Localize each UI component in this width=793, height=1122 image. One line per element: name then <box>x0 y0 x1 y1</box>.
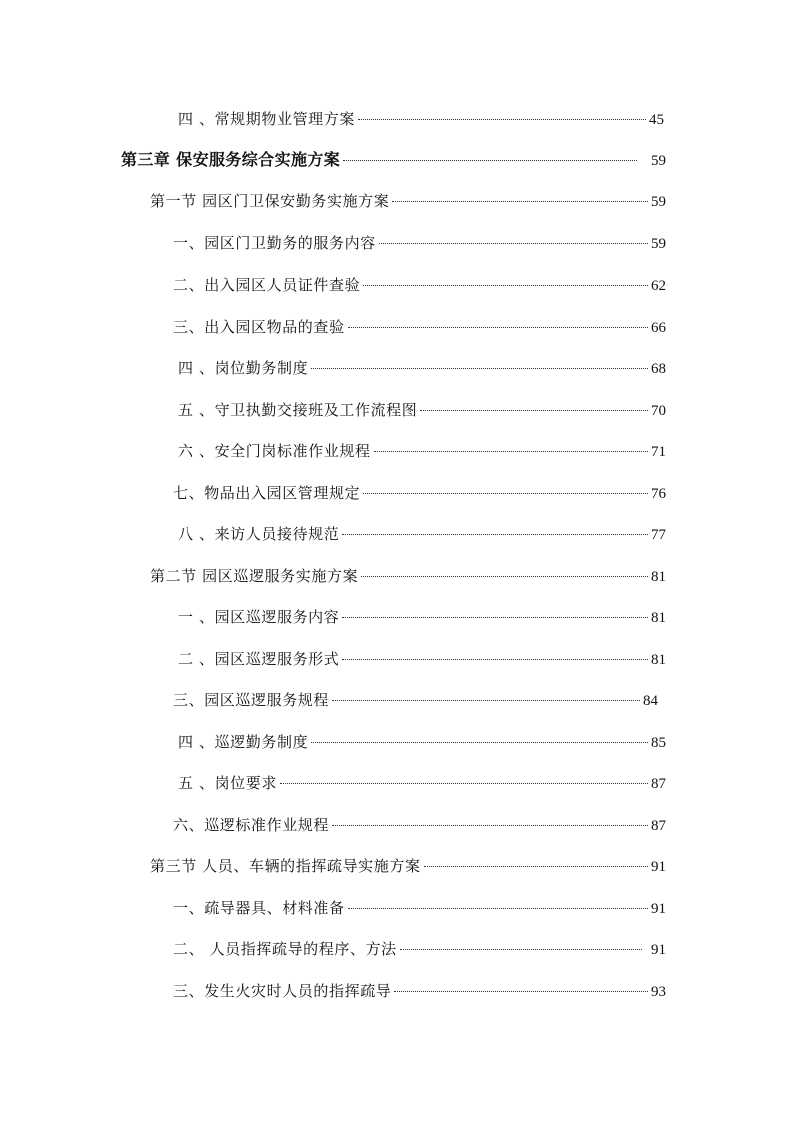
toc-entry-page: 81 <box>651 569 666 585</box>
toc-entry[interactable] <box>178 400 666 421</box>
toc-entry[interactable] <box>173 981 666 1002</box>
dot-leader <box>379 243 648 244</box>
toc-entry-page: 84 <box>643 693 658 709</box>
toc-entry[interactable] <box>173 233 666 254</box>
toc-entry-title: 一、疏导器具、材料准备 <box>173 899 345 917</box>
toc-entry-page: 66 <box>651 320 666 336</box>
toc-entry-title: 三、园区巡逻服务规程 <box>173 691 330 709</box>
toc-entry-page: 91 <box>651 901 666 917</box>
toc-entry[interactable] <box>178 649 666 670</box>
toc-entry-title: 四 、巡逻勤务制度 <box>178 733 309 751</box>
toc-entry-page: 59 <box>651 153 666 169</box>
dot-leader <box>394 991 648 992</box>
toc-entry-title: 五 、岗位要求 <box>178 774 277 792</box>
toc-entry-title: 八 、来访人员接待规范 <box>178 525 340 543</box>
toc-entry[interactable] <box>173 275 666 296</box>
toc-section[interactable] <box>150 856 666 877</box>
toc-entry-page: 91 <box>651 859 666 875</box>
toc-entry-title: 三、出入园区物品的查验 <box>173 318 345 336</box>
toc-entry-page: 59 <box>651 194 666 210</box>
dot-leader <box>400 949 642 950</box>
dot-leader <box>363 493 648 494</box>
toc-entry-title: 第一节 园区门卫保安勤务实施方案 <box>150 192 390 210</box>
dot-leader <box>311 742 648 743</box>
toc-entry[interactable] <box>178 441 666 462</box>
toc-entry-title: 二、 人员指挥疏导的程序、方法 <box>173 940 397 958</box>
dot-leader <box>424 866 648 867</box>
toc-entry-page: 62 <box>651 278 666 294</box>
toc-entry[interactable] <box>173 939 666 960</box>
dot-leader <box>348 908 648 909</box>
toc-entry-title: 第二节 园区巡逻服务实施方案 <box>150 567 359 585</box>
toc-entry-page: 70 <box>651 403 666 419</box>
dot-leader <box>343 160 637 161</box>
dot-leader <box>342 659 648 660</box>
dot-leader <box>342 534 648 535</box>
toc-entry-page: 85 <box>651 735 666 751</box>
toc-entry-page: 76 <box>651 486 666 502</box>
toc-entry-page: 81 <box>651 610 666 626</box>
toc-section[interactable] <box>150 191 666 212</box>
toc-entry[interactable] <box>173 815 666 836</box>
dot-leader <box>332 700 640 701</box>
toc-entry[interactable] <box>178 524 666 545</box>
toc-entry-page: 87 <box>651 776 666 792</box>
toc-entry-title: 四 、岗位勤务制度 <box>178 359 309 377</box>
toc-entry-title: 三、发生火灾时人员的指挥疏导 <box>173 982 392 1000</box>
toc-entry-page: 45 <box>649 112 664 128</box>
toc-entry-title: 六 、安全门岗标准作业规程 <box>178 442 371 460</box>
dot-leader <box>420 410 648 411</box>
toc-section[interactable] <box>150 566 666 587</box>
toc-entry[interactable] <box>178 109 664 130</box>
dot-leader <box>392 201 648 202</box>
toc-entry-page: 81 <box>651 652 666 668</box>
dot-leader <box>332 825 648 826</box>
dot-leader <box>358 119 646 120</box>
toc-entry-page: 93 <box>651 984 666 1000</box>
dot-leader <box>363 285 648 286</box>
toc-entry[interactable] <box>173 898 666 919</box>
toc-entry-page: 59 <box>651 236 666 252</box>
toc-entry-title: 四 、常规期物业管理方案 <box>178 110 355 128</box>
toc-entry-title: 第三章 保安服务综合实施方案 <box>121 150 341 169</box>
toc-entry-title: 五 、守卫执勤交接班及工作流程图 <box>178 401 418 419</box>
toc-entry-title: 一、园区门卫勤务的服务内容 <box>173 234 376 252</box>
toc-entry[interactable] <box>178 773 666 794</box>
toc-entry[interactable] <box>173 483 666 504</box>
toc-entry-title: 六、巡逻标准作业规程 <box>173 816 330 834</box>
toc-entry-page: 68 <box>651 361 666 377</box>
toc-entry-title: 二 、园区巡逻服务形式 <box>178 650 340 668</box>
toc-entry-page: 77 <box>651 527 666 543</box>
toc-entry-title: 二、出入园区人员证件查验 <box>173 276 361 294</box>
toc-entry-title: 七、物品出入园区管理规定 <box>173 484 361 502</box>
dot-leader <box>311 368 648 369</box>
toc-entry[interactable] <box>178 732 666 753</box>
dot-leader <box>374 451 648 452</box>
toc-entry-page: 91 <box>651 942 666 958</box>
toc-chapter[interactable] <box>121 150 666 171</box>
toc-entry-page: 71 <box>651 444 666 460</box>
dot-leader <box>280 783 648 784</box>
toc-entry-title: 一 、园区巡逻服务内容 <box>178 608 340 626</box>
toc-entry[interactable] <box>178 607 666 628</box>
toc-entry[interactable] <box>173 690 658 711</box>
dot-leader <box>361 576 648 577</box>
toc-entry-title: 第三节 人员、车辆的指挥疏导实施方案 <box>150 857 421 875</box>
dot-leader <box>342 617 648 618</box>
dot-leader <box>348 327 648 328</box>
toc-entry[interactable] <box>178 358 666 379</box>
toc-entry[interactable] <box>173 317 666 338</box>
toc-entry-page: 87 <box>651 818 666 834</box>
